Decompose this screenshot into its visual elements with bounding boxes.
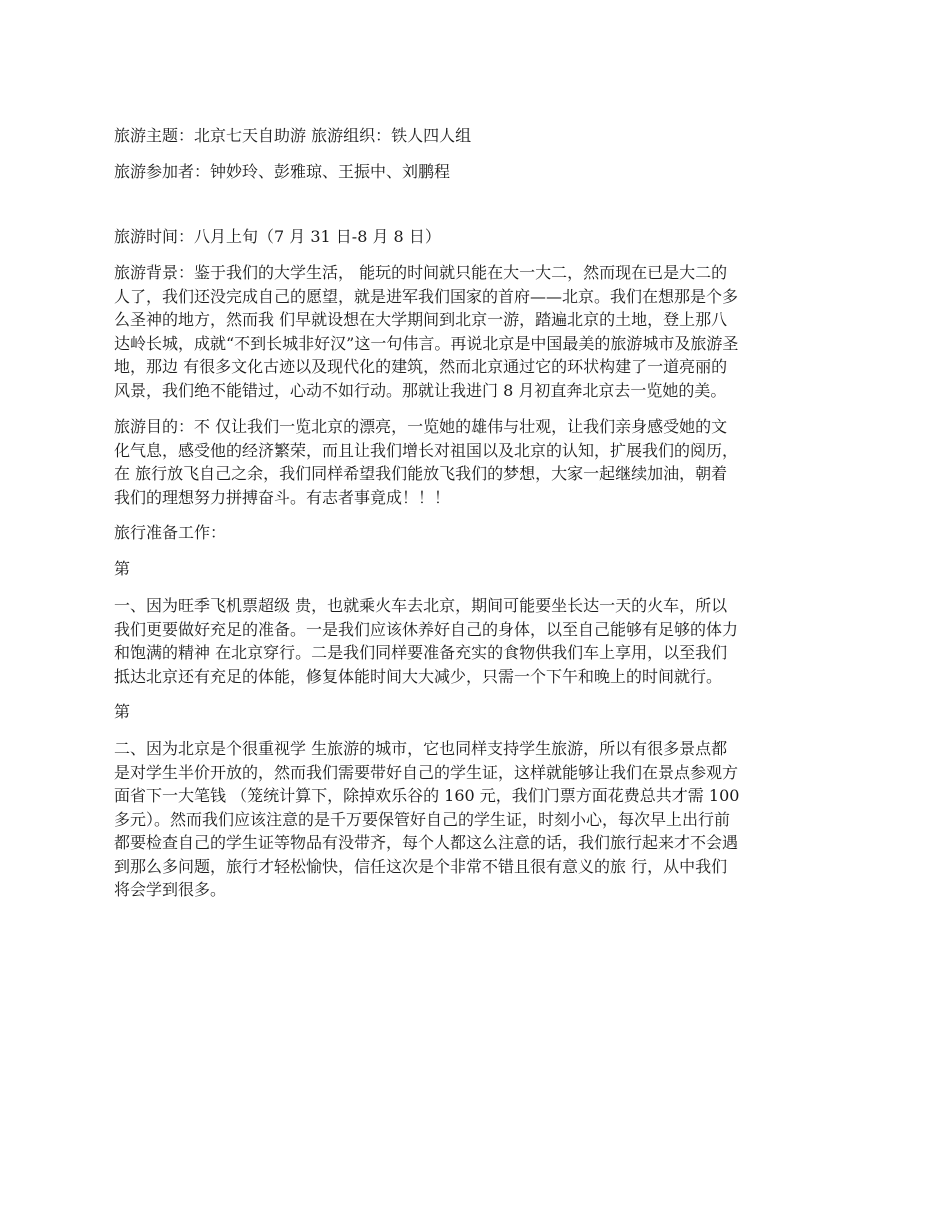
- background-line: 地，那边 有很多文化古迹以及现代化的建筑，然而北京通过它的环状构建了一道亮丽的: [114, 357, 728, 376]
- document-page: [114, 124, 840, 902]
- section1-label: 第: [114, 559, 131, 578]
- section2-line: 是对学生半价开放的，然而我们需要带好自己的学生证，这样就能够让我们在景点参观方: [114, 762, 739, 782]
- purpose-line: 我们的理想努力拼搏奋斗。有志者事竟成！！！: [114, 487, 451, 507]
- time-line: 旅游时间：八月上旬（7 月 31 日-8 月 8 日）: [114, 227, 441, 246]
- background-line: 么圣神的地方，然而我 们早就设想在大学期间到北京一游，踏遍北京的土地，登上那八: [114, 310, 728, 329]
- section1-line: 抵达北京还有充足的体能，修复体能时间大大减少，只需一个下午和晚上的时间就行。: [114, 666, 723, 686]
- theme-line: 旅游主题：北京七天自助游 旅游组织：铁人四人组: [114, 126, 472, 145]
- background-line: 达岭长城，成就“不到长城非好汉”这一句伟言。再说北京是中国最美的旅游城市及旅游圣: [114, 333, 739, 353]
- section1-line: 我们更要做好充足的准备。一是我们应该休养好自己的身体，以至自己能够有足够的体力: [114, 619, 739, 639]
- background-paragraph: [114, 261, 840, 402]
- section1-paragraph: [114, 594, 840, 688]
- purpose-line: 化气息，感受他的经济繁荣，而且让我们增长对祖国以及北京的认知，扩展我们的阅历，: [114, 440, 739, 460]
- background-line: 人了，我们还没完成自己的愿望，就是进军我们国家的首府——北京。我们在想那是个多: [114, 286, 739, 306]
- background-line: 旅游背景：鉴于我们的大学生活， 能玩的时间就只能在大一大二，然而现在已是大二的: [114, 263, 728, 282]
- section2-line: 将会学到很多。: [114, 880, 227, 899]
- purpose-line: 在 旅行放飞自己之余，我们同样希望我们能放飞我们的梦想，大家一起继续加油，朝着: [114, 464, 728, 483]
- section2-label: 第: [114, 702, 131, 721]
- section2-line: 到那么多问题，旅行才轻松愉快，信任这次是个非常不错且很有意义的旅 行，从中我们: [114, 856, 728, 876]
- section2-line: 都要检查自己的学生证等物品有没带齐，每个人都这么注意的话，我们旅行起来才不会遇: [114, 833, 739, 852]
- section2-line: 多元）。然而我们应该注意的是千万要保管好自己的学生证，时刻小心，每次早上出行前: [114, 809, 731, 829]
- section1-line: 和饱满的精神 在北京穿行。二是我们同样要准备充实的食物供我们车上享用，以至我们: [114, 643, 728, 662]
- background-line: 风景，我们绝不能错过，心动不如行动。那就让我进门 8 月初直奔北京去一览她的美。: [114, 380, 727, 400]
- section2-line: 二、因为北京是个很重视学 生旅游的城市，它也同样支持学生旅游，所以有很多景点都: [114, 739, 728, 758]
- purpose-paragraph: [114, 415, 840, 509]
- purpose-line: 旅游目的：不 仅让我们一览北京的漂亮，一览她的雄伟与壮观，让我们亲身感受她的文: [114, 417, 728, 436]
- section1-line: 一、因为旺季飞机票超级 贵，也就乘火车去北京，期间可能要坐长达一天的火车，所以: [114, 596, 728, 615]
- section2-line: 面省下一大笔钱 （笼统计算下，除掉欢乐谷的 160 元，我们门票方面花费总共才需 100: [114, 786, 740, 805]
- participants-line: 旅游参加者：钟妙玲、彭雅琼、王振中、刘鹏程: [114, 162, 451, 181]
- prep-heading: 旅行准备工作：: [114, 523, 227, 542]
- section2-paragraph: [114, 737, 840, 902]
